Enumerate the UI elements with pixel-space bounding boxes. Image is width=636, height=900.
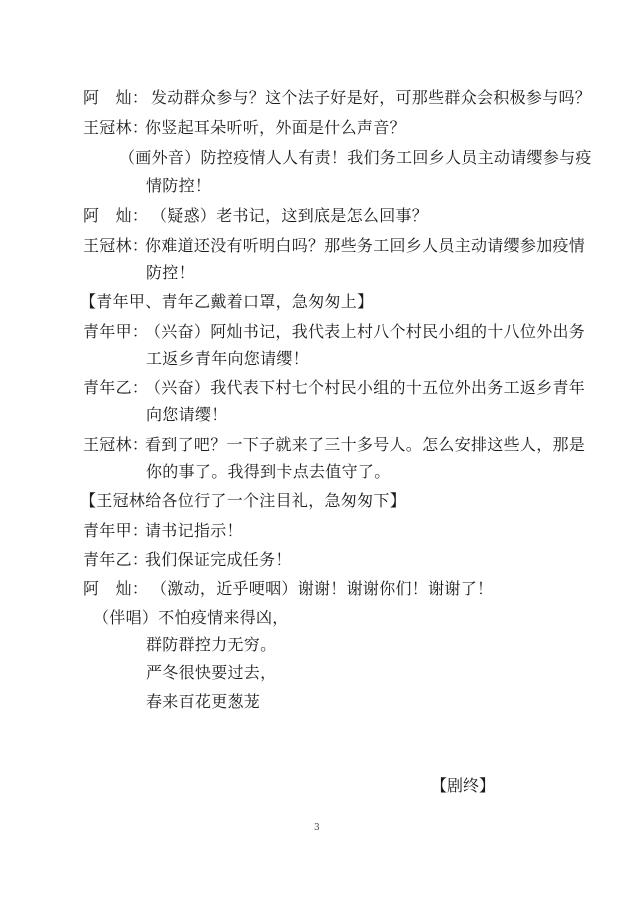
speaker-name: 青年乙：	[83, 550, 149, 569]
dialogue-line	[83, 550, 292, 570]
dialogue-text: 你竖起耳朵听听，外面是什么声音？	[145, 118, 406, 137]
dialogue-text: （激动，近乎哽咽）谢谢！谢谢你们！谢谢了！	[151, 579, 494, 598]
continuation-line	[146, 462, 391, 482]
speaker-name: 阿 灿：	[83, 579, 149, 598]
continuation-line	[146, 405, 228, 425]
lyric-text: 春来百花更葱茏	[146, 692, 261, 711]
play-ending-mark: 【剧终】	[431, 776, 496, 795]
speaker-name: 王冠林：	[83, 435, 149, 454]
page-number: 3	[314, 823, 320, 833]
dialogue-text: （兴奋）阿灿书记，我代表上村八个村民小组的十八位外出务	[145, 322, 586, 341]
lyric-line	[146, 663, 276, 683]
continuation-line	[146, 263, 195, 283]
speaker-name: 阿 灿：	[83, 88, 149, 107]
speaker-name: 青年甲：	[83, 521, 149, 540]
lyric-text: （伴唱）不怕疫情来得凶，	[93, 608, 289, 627]
dialogue-text: 情防控！	[146, 176, 212, 195]
dialogue-text: （画外音）防控疫情人人有责！我们务工回乡人员主动请缨参与疫	[119, 148, 592, 167]
lyric-line	[146, 692, 260, 712]
dialogue-text: 防控！	[146, 263, 195, 282]
dialogue-text: （疑惑）老书记，这到底是怎么回事？	[151, 206, 429, 225]
dialogue-line	[83, 236, 585, 256]
dialogue-line	[83, 206, 428, 226]
dialogue-text: 向您请缨！	[146, 405, 228, 424]
stage-direction	[80, 491, 406, 511]
dialogue-line	[83, 435, 585, 455]
offstage-voice-line	[119, 148, 592, 168]
dialogue-text: 请书记指示！	[145, 521, 243, 540]
stage-direction	[80, 292, 373, 312]
dialogue-line	[83, 378, 585, 398]
speaker-name: 王冠林：	[83, 118, 149, 137]
dialogue-line	[83, 322, 585, 342]
lyric-line	[146, 635, 276, 655]
speaker-name: 阿 灿：	[83, 206, 149, 225]
dialogue-text: 我们保证完成任务！	[145, 550, 292, 569]
dialogue-text: 发动群众参与？这个法子好是好，可那些群众会积极参与吗？	[151, 88, 592, 107]
dialogue-line	[83, 521, 243, 541]
dialogue-text: 工返乡青年向您请缨！	[146, 349, 310, 368]
lyric-text: 严冬很快要过去，	[146, 663, 277, 682]
continuation-line	[146, 176, 211, 196]
lyric-text: 群防群控力无穷。	[146, 635, 277, 654]
speaker-name: 青年乙：	[83, 378, 149, 397]
stage-direction-text: 【青年甲、青年乙戴着口罩，急匆匆上】	[80, 292, 374, 311]
continuation-line	[146, 349, 309, 369]
dialogue-text: 你的事了。我得到卡点去值守了。	[146, 462, 391, 481]
dialogue-text: 看到了吧？一下子就来了三十多号人。怎么安排这些人，那是	[145, 435, 586, 454]
dialogue-line	[83, 118, 406, 138]
speaker-name: 王冠林：	[83, 236, 149, 255]
dialogue-line	[83, 579, 493, 599]
dialogue-text: 你难道还没有听明白吗？那些务工回乡人员主动请缨参加疫情	[145, 236, 586, 255]
dialogue-line	[83, 88, 591, 108]
stage-direction-text: 【王冠林给各位行了一个注目礼，急匆匆下】	[80, 491, 407, 510]
chorus-line	[93, 608, 289, 628]
speaker-name: 青年甲：	[83, 322, 149, 341]
dialogue-text: （兴奋）我代表下村七个村民小组的十五位外出务工返乡青年	[145, 378, 586, 397]
